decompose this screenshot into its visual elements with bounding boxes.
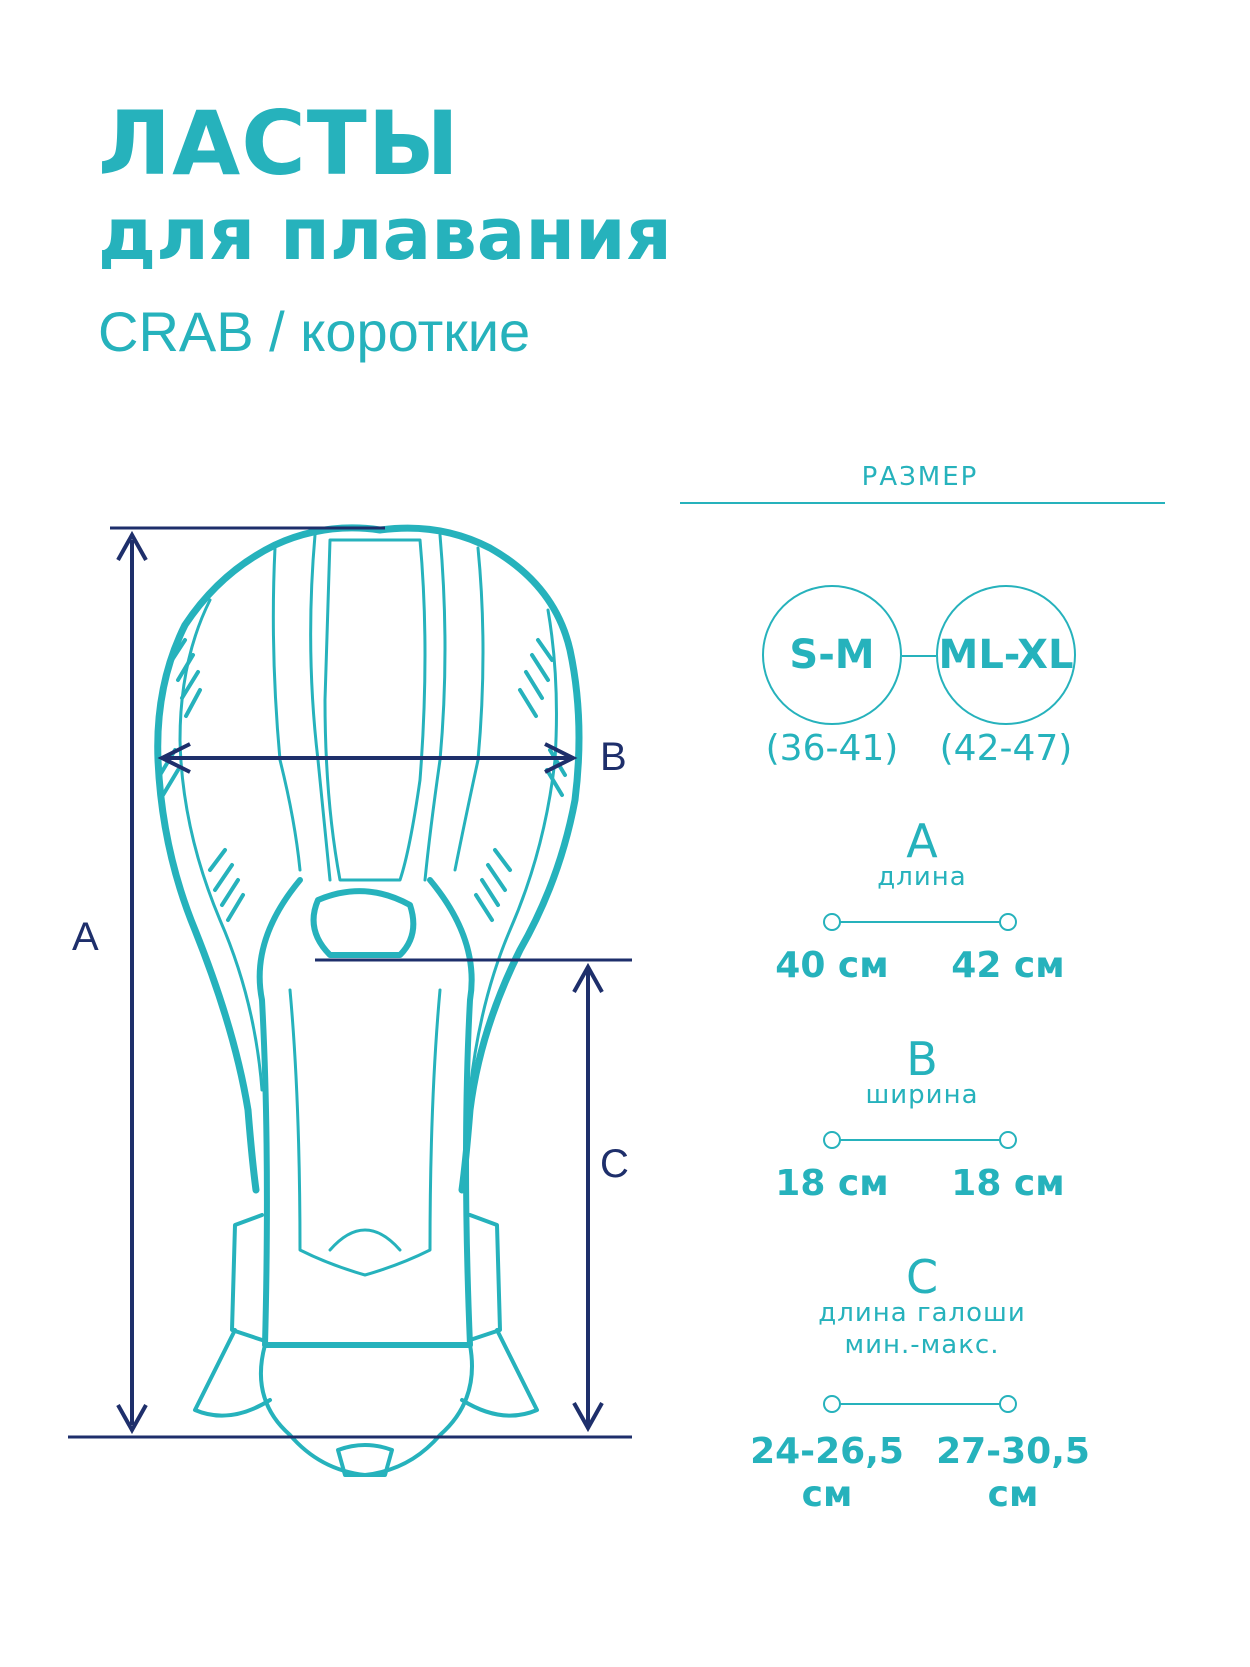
dimension-a-letter: A: [906, 814, 938, 868]
size-badge-ml-xl: [936, 585, 1076, 725]
dimension-c-name: длина галоши: [818, 1298, 1026, 1328]
fin-inner-outline: [180, 600, 556, 1090]
dimension-c-value-ml-xl: 27-30,5 см: [936, 1431, 1090, 1516]
fin-outline: [158, 528, 579, 1190]
size-badge-s-m: [762, 585, 902, 725]
dimension-c-label: C: [600, 1142, 629, 1186]
dimension-a-value-ml-xl: 42 см: [951, 945, 1065, 986]
dimension-c-letter: C: [905, 1250, 939, 1304]
fin-hatch-left: [160, 640, 243, 920]
dimension-b-connector: [820, 1128, 1020, 1152]
dimension-c-value-s-m: 24-26,5 см: [750, 1431, 904, 1516]
fin-ribs: [273, 535, 483, 880]
dimension-a-value-s-m: 40 см: [775, 945, 889, 986]
size-label: S-M: [789, 632, 875, 678]
size-connector: [902, 655, 936, 657]
fin-foot-pocket-inner: [290, 990, 440, 1275]
dimension-b-label: B: [600, 735, 627, 779]
dimension-a-name: длина: [877, 862, 967, 892]
fin-heel-hole: [314, 891, 414, 955]
page-subtitle: для плавания: [98, 192, 672, 276]
size-range-s-m: (36-41): [765, 728, 899, 769]
size-header-divider: [680, 502, 1165, 504]
dimension-b-name: ширина: [865, 1080, 979, 1110]
dimension-b-value-ml-xl: 18 см: [951, 1163, 1065, 1204]
dimension-a-connector: [820, 910, 1020, 934]
size-header: РАЗМЕР: [861, 462, 979, 492]
dimension-b-value-s-m: 18 см: [775, 1163, 889, 1204]
dimension-b-letter: B: [906, 1032, 938, 1086]
dimension-c-connector: [820, 1392, 1020, 1416]
dimension-a-label: A: [72, 915, 99, 959]
dimension-c-name-range: мин.-макс.: [844, 1330, 1000, 1360]
page-title: ЛАСТЫ: [98, 92, 460, 195]
size-range-ml-xl: (42-47): [939, 728, 1073, 769]
size-label: ML-XL: [938, 632, 1074, 678]
product-model: CRAB / короткие: [98, 300, 531, 363]
